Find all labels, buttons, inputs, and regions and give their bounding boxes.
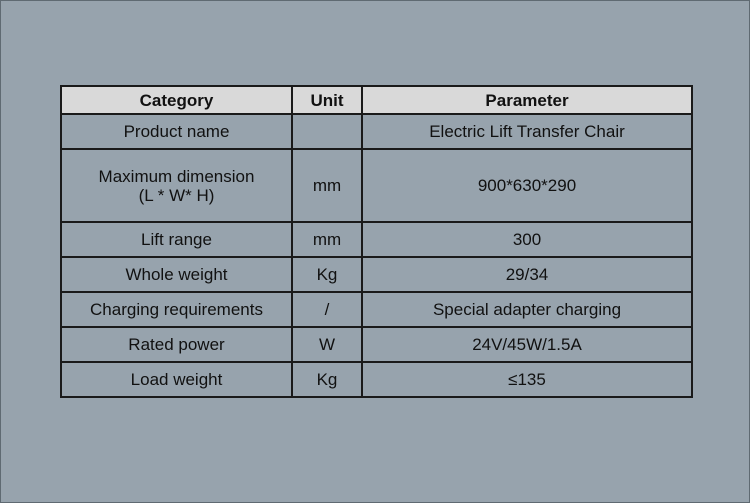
header-parameter: Parameter xyxy=(362,86,692,114)
category-cell: Load weight xyxy=(61,362,292,397)
header-row xyxy=(61,86,692,114)
header-unit: Unit xyxy=(292,86,362,114)
unit-cell: W xyxy=(292,327,362,362)
parameter-cell: Special adapter charging xyxy=(362,292,692,327)
unit-cell: mm xyxy=(292,222,362,257)
category-cell: Charging requirements xyxy=(61,292,292,327)
parameter-cell: 29/34 xyxy=(362,257,692,292)
category-cell: Rated power xyxy=(61,327,292,362)
table-row xyxy=(61,149,692,222)
table-row xyxy=(61,222,692,257)
table-row xyxy=(61,292,692,327)
unit-cell: Kg xyxy=(292,257,362,292)
unit-cell: Kg xyxy=(292,362,362,397)
spec-table xyxy=(60,85,693,398)
category-cell: Whole weight xyxy=(61,257,292,292)
parameter-cell: 900*630*290 xyxy=(362,149,692,222)
table-row xyxy=(61,114,692,149)
table-row xyxy=(61,362,692,397)
category-line-1: Maximum dimension xyxy=(98,166,255,186)
parameter-cell: Electric Lift Transfer Chair xyxy=(362,114,692,149)
parameter-cell: 300 xyxy=(362,222,692,257)
unit-cell: / xyxy=(292,292,362,327)
category-cell: Product name xyxy=(61,114,292,149)
unit-cell xyxy=(292,114,362,149)
table-row xyxy=(61,257,692,292)
category-line-2: (L * W* H) xyxy=(138,185,215,205)
category-cell: Lift range xyxy=(61,222,292,257)
parameter-cell: ≤135 xyxy=(362,362,692,397)
header-category: Category xyxy=(61,86,292,114)
unit-cell: mm xyxy=(292,149,362,222)
table-row xyxy=(61,327,692,362)
parameter-cell: 24V/45W/1.5A xyxy=(362,327,692,362)
category-cell xyxy=(61,149,292,222)
